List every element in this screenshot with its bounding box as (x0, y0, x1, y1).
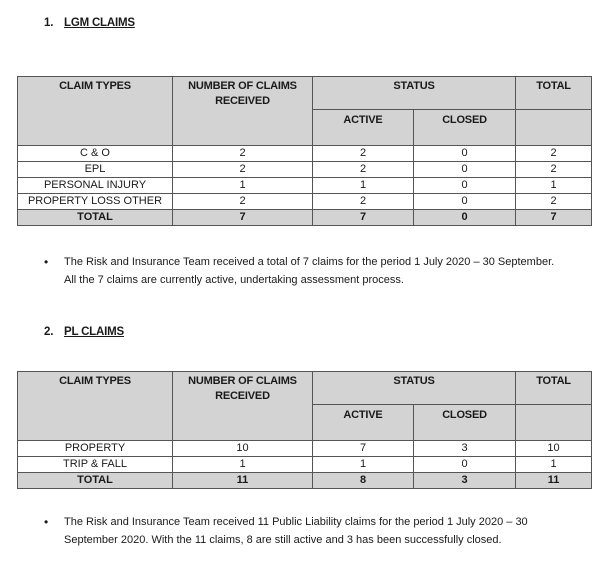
cell-total-received: 11 (173, 473, 313, 489)
cell-total-closed: 0 (414, 210, 516, 226)
header-closed: CLOSED (414, 110, 516, 146)
cell-total: 2 (516, 146, 592, 162)
header-status: STATUS (313, 372, 516, 405)
header-number-received: NUMBER OF CLAIMS RECEIVED (173, 77, 313, 146)
table-row (18, 441, 592, 457)
table-row (18, 162, 592, 178)
cell-closed: 0 (414, 178, 516, 194)
table-row (18, 194, 592, 210)
table-header-row (18, 372, 592, 405)
bullet-icon: • (44, 255, 49, 269)
table-row (18, 457, 592, 473)
summary-text: The Risk and Insurance Team received 11 Public Liability claims for the period 1 July 2020 – 30 September 2020. With the 11 claims, 8 are still active and 3 has been successfully closed. (64, 516, 528, 546)
cell-received: 2 (173, 162, 313, 178)
cell-received: 2 (173, 194, 313, 210)
cell-active: 2 (313, 194, 414, 210)
cell-closed: 0 (414, 146, 516, 162)
cell-claim-type: PROPERTY LOSS OTHER (18, 194, 173, 210)
header-active: ACTIVE (313, 110, 414, 146)
table-total-row (18, 473, 592, 489)
cell-total-closed: 3 (414, 473, 516, 489)
bullet-icon: • (44, 515, 49, 529)
summary-text: The Risk and Insurance Team received a total of 7 claims for the period 1 July 2020 – 30 September. All the 7 claims are currently active, undertaking assessment process. (64, 256, 555, 286)
table-header-row (18, 77, 592, 110)
lgm-summary-bullet (44, 253, 564, 289)
header-claim-types: CLAIM TYPES (18, 372, 173, 441)
table-row (18, 178, 592, 194)
section-number: 1. (44, 17, 54, 29)
header-total-blank (516, 405, 592, 441)
cell-total-total: 7 (516, 210, 592, 226)
pl-summary-bullet (44, 513, 564, 549)
cell-total-active: 8 (313, 473, 414, 489)
cell-total-active: 7 (313, 210, 414, 226)
cell-closed: 3 (414, 441, 516, 457)
section-heading-pl-claims (44, 326, 124, 338)
section-title: PL CLAIMS (64, 326, 124, 338)
table-row (18, 146, 592, 162)
header-claim-types: CLAIM TYPES (18, 77, 173, 146)
table-total-row (18, 210, 592, 226)
cell-total: 2 (516, 162, 592, 178)
cell-total-label: TOTAL (18, 210, 173, 226)
cell-received: 10 (173, 441, 313, 457)
header-status: STATUS (313, 77, 516, 110)
cell-claim-type: PERSONAL INJURY (18, 178, 173, 194)
header-number-received: NUMBER OF CLAIMS RECEIVED (173, 372, 313, 441)
cell-claim-type: EPL (18, 162, 173, 178)
header-total: TOTAL (516, 372, 592, 405)
cell-total: 1 (516, 457, 592, 473)
cell-total-received: 7 (173, 210, 313, 226)
cell-received: 1 (173, 178, 313, 194)
cell-total: 10 (516, 441, 592, 457)
cell-received: 2 (173, 146, 313, 162)
cell-closed: 0 (414, 194, 516, 210)
cell-claim-type: C & O (18, 146, 173, 162)
cell-claim-type: PROPERTY (18, 441, 173, 457)
cell-total: 2 (516, 194, 592, 210)
cell-total: 1 (516, 178, 592, 194)
cell-claim-type: TRIP & FALL (18, 457, 173, 473)
cell-closed: 0 (414, 457, 516, 473)
cell-active: 1 (313, 457, 414, 473)
cell-active: 1 (313, 178, 414, 194)
section-title: LGM CLAIMS (64, 17, 135, 29)
lgm-claims-table (17, 76, 592, 226)
cell-active: 7 (313, 441, 414, 457)
header-total: TOTAL (516, 77, 592, 110)
cell-active: 2 (313, 162, 414, 178)
section-heading-lgm-claims (44, 17, 135, 29)
cell-active: 2 (313, 146, 414, 162)
pl-claims-table (17, 371, 592, 489)
header-total-blank (516, 110, 592, 146)
cell-total-total: 11 (516, 473, 592, 489)
cell-closed: 0 (414, 162, 516, 178)
cell-total-label: TOTAL (18, 473, 173, 489)
header-active: ACTIVE (313, 405, 414, 441)
cell-received: 1 (173, 457, 313, 473)
header-closed: CLOSED (414, 405, 516, 441)
section-number: 2. (44, 326, 54, 338)
